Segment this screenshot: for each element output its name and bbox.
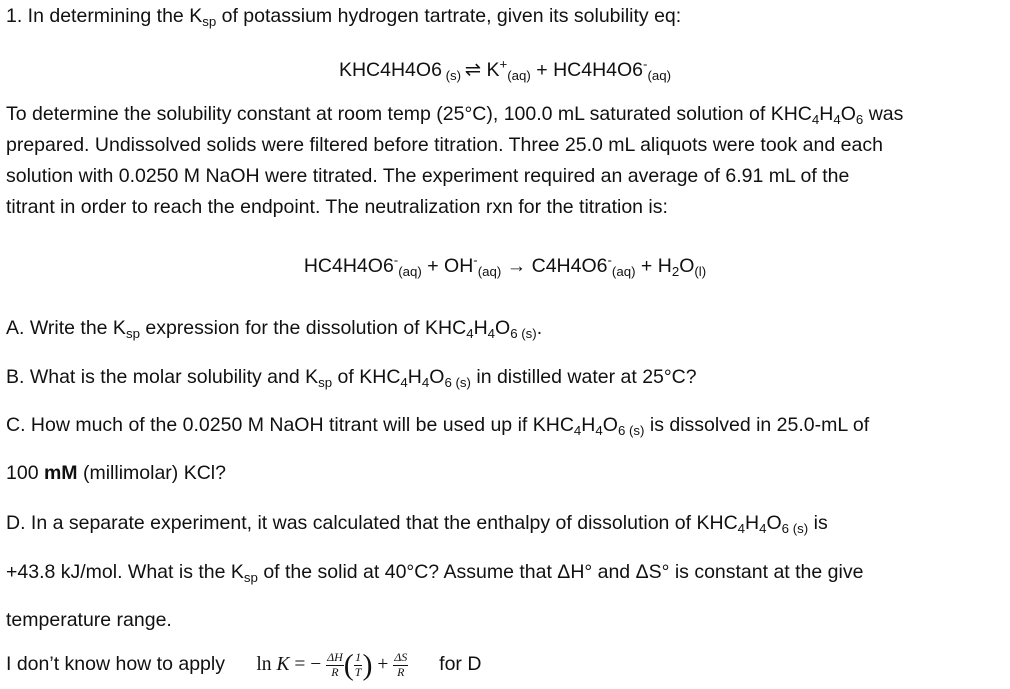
state: (s) bbox=[789, 520, 809, 536]
text: O bbox=[495, 317, 511, 339]
charge: - bbox=[607, 252, 612, 268]
sub-sp: sp bbox=[318, 374, 333, 390]
sub: 6 bbox=[781, 520, 790, 536]
equilibrium-arrow: ⇌ bbox=[464, 59, 482, 81]
text: B. What is the molar solubility and K bbox=[6, 366, 319, 388]
question-c-line-2 bbox=[6, 461, 1004, 485]
paragraph-line-3: solution with 0.0250 M NaOH were titrated. The experiment required an average of 6.91 mL of the bbox=[6, 165, 850, 187]
sub: 4 bbox=[811, 111, 820, 127]
paren-right: ) bbox=[362, 648, 373, 682]
denominator: R bbox=[397, 664, 405, 679]
fraction-ds-r bbox=[393, 651, 408, 680]
state: (s) bbox=[625, 422, 645, 438]
sub: 6 bbox=[444, 374, 452, 390]
anion: HC4H4O6 bbox=[303, 255, 394, 277]
sub-sp: sp bbox=[202, 13, 217, 29]
question-c-line-1 bbox=[6, 413, 1004, 437]
state: (l) bbox=[694, 263, 707, 279]
question-d-line-1 bbox=[6, 511, 1004, 535]
text: 1. In determining the K bbox=[6, 5, 203, 27]
charge: - bbox=[473, 252, 478, 268]
text: is dissolved in 25.0-mL of bbox=[644, 414, 870, 436]
sub: 4 bbox=[595, 422, 603, 438]
charge: + bbox=[499, 56, 508, 72]
paragraph-line-1 bbox=[6, 102, 1004, 126]
solubility-equation bbox=[0, 58, 1010, 82]
sub: 4 bbox=[487, 325, 496, 341]
numerator: 1 bbox=[355, 650, 362, 664]
sub-sp: sp bbox=[125, 325, 140, 341]
text: +43.8 kJ/mol. What is the K bbox=[6, 561, 244, 583]
text: O bbox=[679, 255, 695, 277]
fraction-dh-r bbox=[326, 651, 344, 680]
bold-unit: mM bbox=[43, 462, 78, 484]
footer-line bbox=[6, 648, 1004, 682]
text: of the solid at 40°C? Assume that ΔH° and ΔS° is constant at the give bbox=[257, 561, 864, 583]
sub: 4 bbox=[421, 374, 430, 390]
state: (s) bbox=[517, 325, 537, 341]
text: I don’t know how to apply bbox=[6, 652, 225, 675]
text: H bbox=[819, 103, 834, 125]
ln: ln bbox=[256, 653, 277, 675]
state: (s) bbox=[441, 67, 465, 83]
text: H bbox=[581, 414, 596, 436]
text: in distilled water at 25°C? bbox=[470, 366, 697, 388]
compound: KHC4H4O6 bbox=[338, 59, 442, 81]
sub: 6 bbox=[855, 111, 864, 127]
text: C. How much of the 0.0250 M NaOH titrant will be used up if KHC bbox=[6, 414, 574, 436]
product: C4H4O6 bbox=[531, 255, 608, 277]
sub: 4 bbox=[737, 520, 746, 536]
water: + H bbox=[635, 255, 672, 277]
text: 100 bbox=[6, 462, 44, 484]
denominator: R bbox=[331, 664, 339, 679]
numerator: ΔS bbox=[394, 650, 408, 664]
sub: 6 bbox=[510, 325, 518, 341]
text: D. In a separate experiment, it was calculated that the enthalpy of dissolution of KHC bbox=[6, 512, 738, 534]
state: (aq) bbox=[507, 67, 531, 83]
text: O bbox=[766, 512, 782, 534]
sub-sp: sp bbox=[243, 569, 258, 585]
state: (aq) bbox=[398, 263, 422, 279]
paren-left: ( bbox=[343, 648, 354, 682]
paragraph-line-4: titrant in order to reach the endpoint. The neutralization rxn for the titration is: bbox=[6, 196, 668, 218]
sub: 4 bbox=[400, 374, 408, 390]
sub: 4 bbox=[573, 422, 582, 438]
sub: 4 bbox=[833, 111, 841, 127]
sub: 4 bbox=[759, 520, 767, 536]
denominator: T bbox=[354, 664, 362, 679]
sub: 6 bbox=[617, 422, 626, 438]
text: O bbox=[840, 103, 856, 125]
text: expression for the dissolution of KHC bbox=[139, 317, 467, 339]
anion: HC4H4O6 bbox=[553, 59, 644, 81]
text: was bbox=[863, 103, 904, 125]
text: H bbox=[473, 317, 488, 339]
equals-minus: = − bbox=[289, 653, 322, 675]
state: (aq) bbox=[477, 263, 502, 279]
text: To determine the solubility constant at room temp (25°C), 100.0 mL saturated solution of KHC bbox=[6, 103, 812, 125]
plus: + bbox=[372, 653, 394, 675]
question-d-line-3: temperature range. bbox=[6, 609, 172, 631]
sub: 2 bbox=[671, 263, 680, 279]
text: H bbox=[745, 512, 760, 534]
paragraph-line-2: prepared. Undissolved solids were filtered before titration. Three 25.0 mL aliquots were took and each bbox=[6, 134, 883, 156]
text: H bbox=[407, 366, 422, 388]
van-t-hoff-formula bbox=[256, 648, 413, 682]
text: A. Write the K bbox=[6, 317, 126, 339]
charge: - bbox=[643, 56, 648, 72]
question-1-intro bbox=[6, 4, 1004, 28]
text: O bbox=[429, 366, 445, 388]
text: for D bbox=[439, 652, 482, 675]
question-d-line-2 bbox=[6, 560, 1004, 584]
text: of KHC bbox=[332, 366, 401, 388]
state: (aq) bbox=[611, 263, 636, 279]
text: (millimolar) KCl? bbox=[77, 462, 226, 484]
text: . bbox=[536, 317, 543, 339]
state: (s) bbox=[451, 374, 471, 390]
potassium: K bbox=[481, 59, 500, 81]
text: is bbox=[808, 512, 828, 534]
text: O bbox=[602, 414, 618, 436]
hydroxide: + OH bbox=[421, 255, 474, 277]
plus: + bbox=[530, 59, 554, 81]
text: of potassium hydrogen tartrate, given its solubility eq: bbox=[216, 5, 682, 27]
k-variable: K bbox=[276, 653, 290, 675]
state: (aq) bbox=[647, 67, 672, 83]
question-a bbox=[6, 316, 1004, 340]
charge: - bbox=[393, 252, 399, 268]
numerator: ΔH bbox=[327, 650, 343, 664]
reaction-arrow: → bbox=[501, 255, 532, 277]
question-b bbox=[6, 365, 1004, 389]
sub: 4 bbox=[466, 325, 474, 341]
neutralization-equation bbox=[0, 254, 1010, 278]
